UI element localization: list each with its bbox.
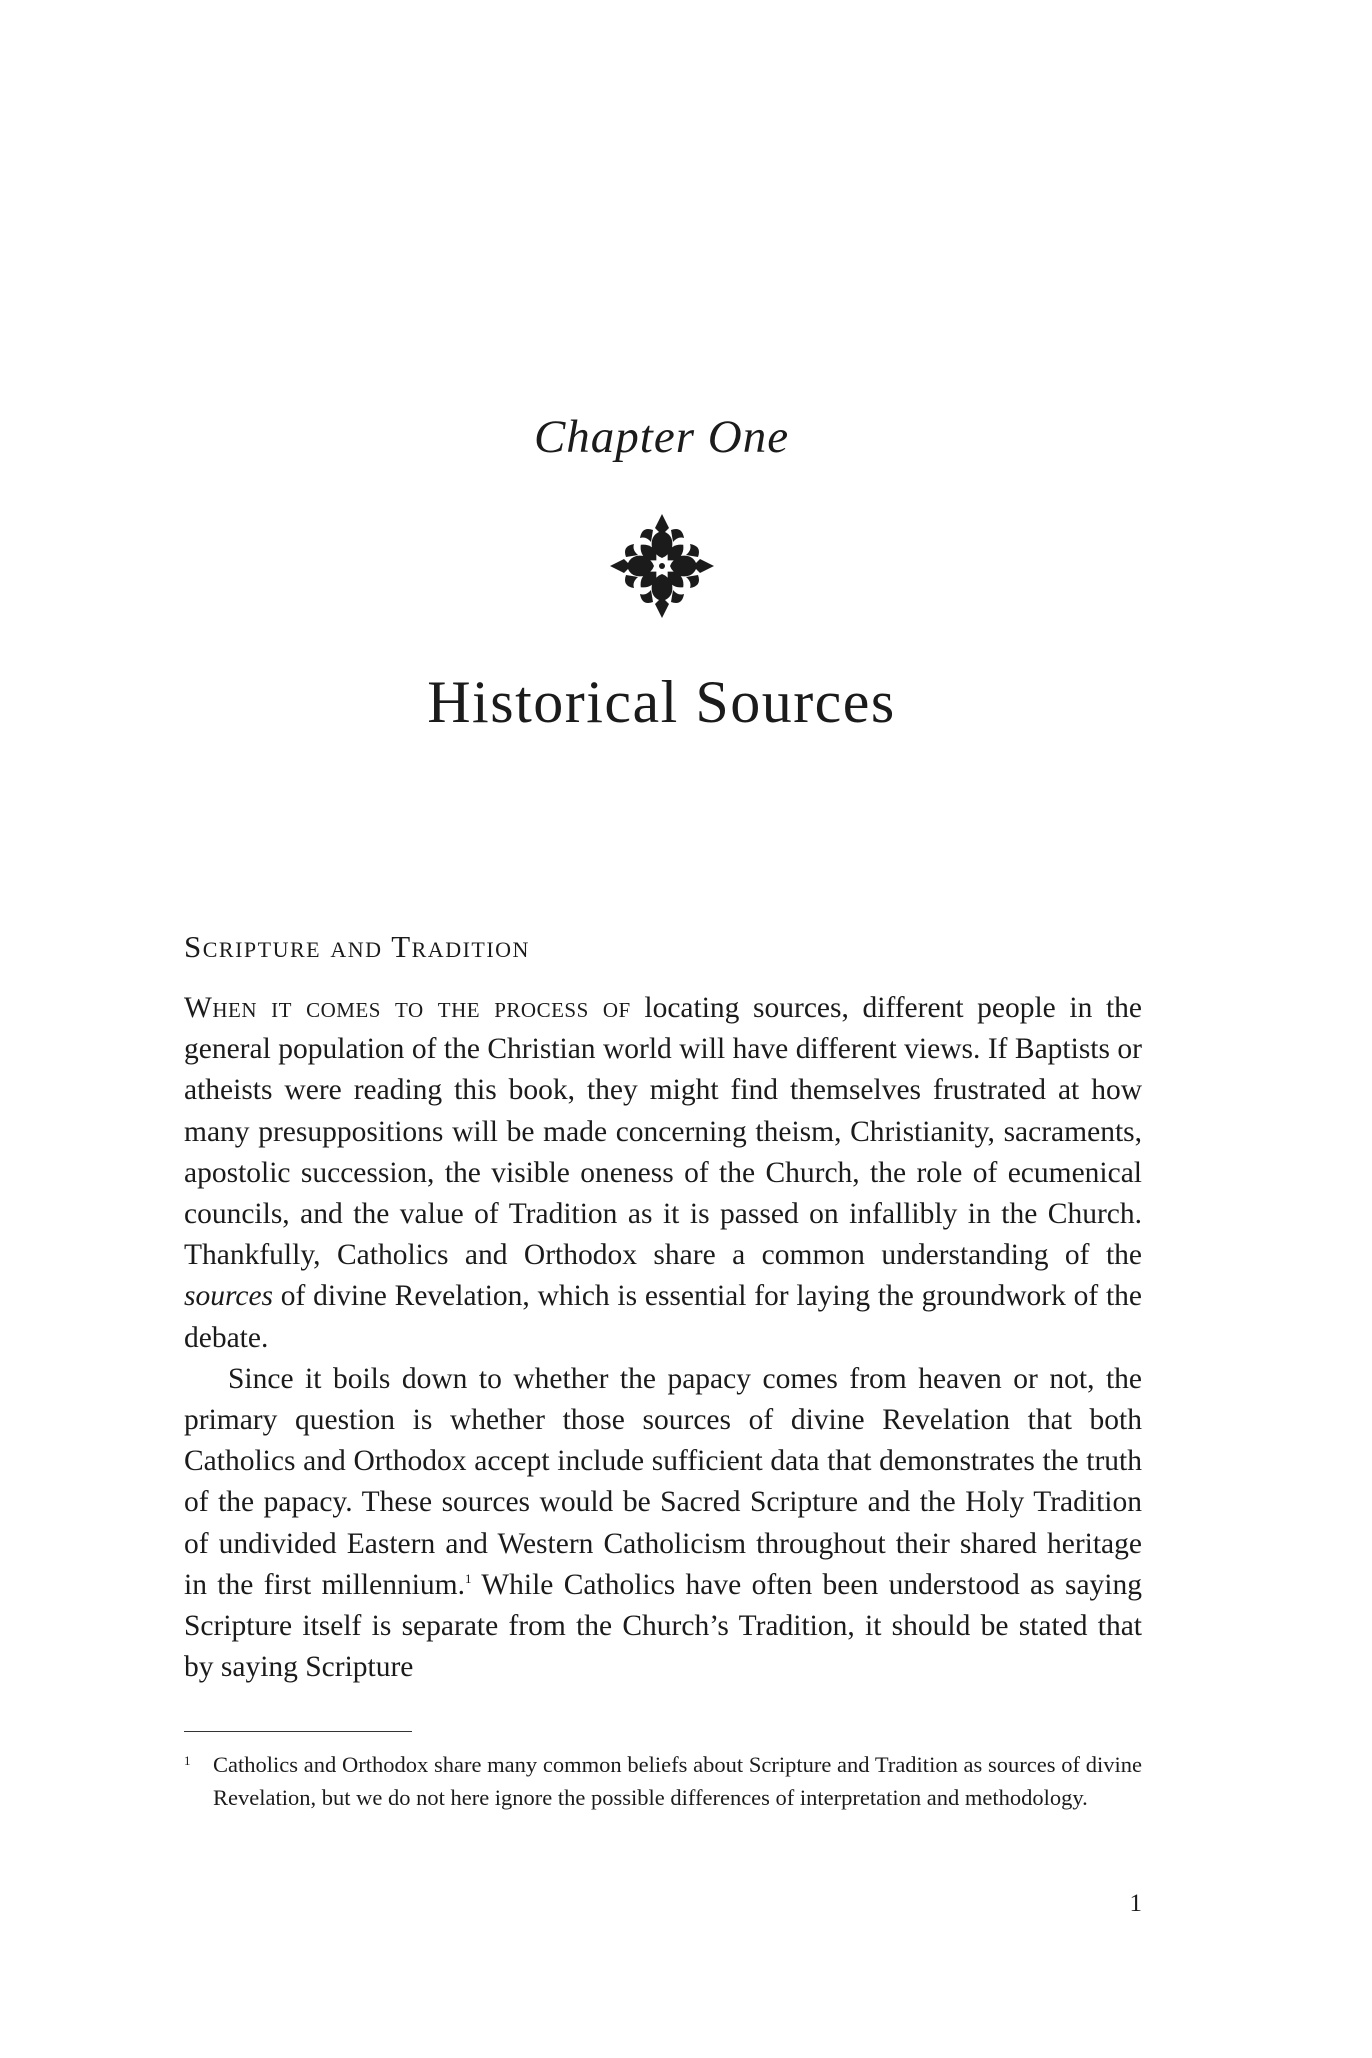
paragraph-2-text-a: Since it boils down to whether the papacy comes from heaven or not, the primary question is whether those sources of divine Revelation that both Catholics and Orthodox accept include sufficient data that demonstrates the truth of the papacy. These sources would be Sacred Scripture and the Holy Tradition of undivided Eastern and Western Catholicism throughout their shared heritage in the first millennium. xyxy=(184,1362,1142,1601)
paragraph-2 xyxy=(184,1359,1142,1689)
paragraph-1-text-b: of divine Revelation, which is essential for laying the groundwork of the debate. xyxy=(184,1280,1142,1354)
footnote-divider xyxy=(184,1731,412,1732)
footnote-reference[interactable]: 1 xyxy=(464,1570,472,1586)
emphasis-sources: sources xyxy=(184,1280,274,1313)
lead-in-small-caps: When it comes to the process of xyxy=(184,992,631,1024)
chapter-body xyxy=(184,918,1142,1688)
paragraph-1-text-a: locating sources, different people in the general population of the Christian world will have different views. If Baptists or atheists were reading this book, they might find themselves frustrated at how many presuppositions will be made concerning theism, Christianity, sacraments, apostolic succession, the visible oneness of the Church, the role of ecumenical councils, and the value of Tradition as it is passed on infallibly in the Church. Thankfully, Catholics and Orthodox share a common understanding of the xyxy=(184,992,1142,1272)
section-heading: Scripture and Tradition xyxy=(184,929,530,964)
fleuron-ornament-icon xyxy=(608,512,716,620)
chapter-title: Historical Sources xyxy=(427,669,896,735)
footnote-text: Catholics and Orthodox share many common beliefs about Scripture and Tradition as sources of divine Revelation, but we do not here ignore the possible differences of interpretation and methodology. xyxy=(213,1752,1142,1810)
footnote xyxy=(184,1748,1142,1814)
paragraph-1 xyxy=(184,988,1142,1359)
chapter-label: Chapter One xyxy=(533,411,790,463)
footnote-number: 1 xyxy=(184,1753,191,1768)
paragraph-2-text-b: While Catholics have often been understood as saying Scripture itself is separate from the Church’s Tradition, it should be stated that by saying Scripture xyxy=(184,1568,1143,1684)
page-number: 1 xyxy=(1129,1890,1142,1917)
